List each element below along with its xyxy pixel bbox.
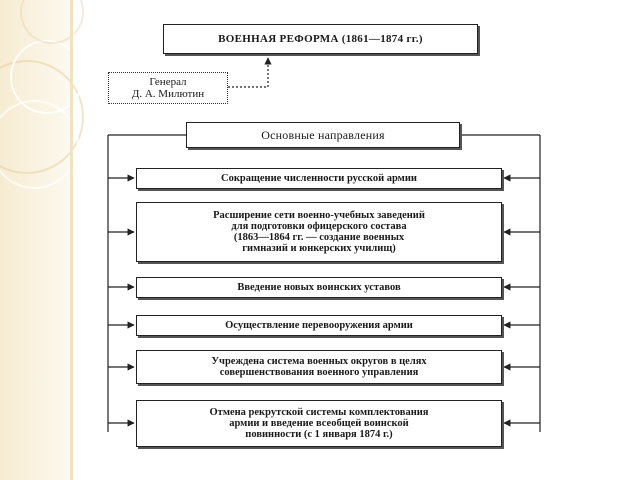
main-directions-label: Основные направления [261,127,385,142]
direction-text: Отмена рекрутской системы комплектования армии и введение всеобщей воинской повинности (с 1 января 1874 г.) [209,407,429,440]
reform-title: ВОЕННАЯ РЕФОРМА (1861—1874 гг.) [218,32,423,45]
author-box [108,72,228,104]
right-arrows [504,178,540,423]
direction-text: Учреждена система военных округов в целях совершенствования военного управления [211,356,427,378]
direction-box [136,168,502,189]
direction-box [136,400,502,447]
direction-box [136,350,502,384]
direction-text: Сокращение численности русской армии [221,173,417,184]
direction-text: Расширение сети военно-учебных заведений для подготовки офицерского состава (1863—1864 гг. — создание военных гимназий и юнкерских училищ) [213,210,425,254]
left-arrows [108,178,134,423]
direction-box [136,315,502,336]
direction-text: Введение новых воинских уставов [237,282,401,293]
reform-title-box [163,24,478,54]
main-directions-header [186,122,460,148]
direction-box [136,202,502,262]
author-arrow [228,58,268,87]
direction-box [136,277,502,298]
direction-text: Осуществление перевооружения армии [225,320,413,331]
author-name: Генерал Д. А. Милютин [131,76,205,100]
